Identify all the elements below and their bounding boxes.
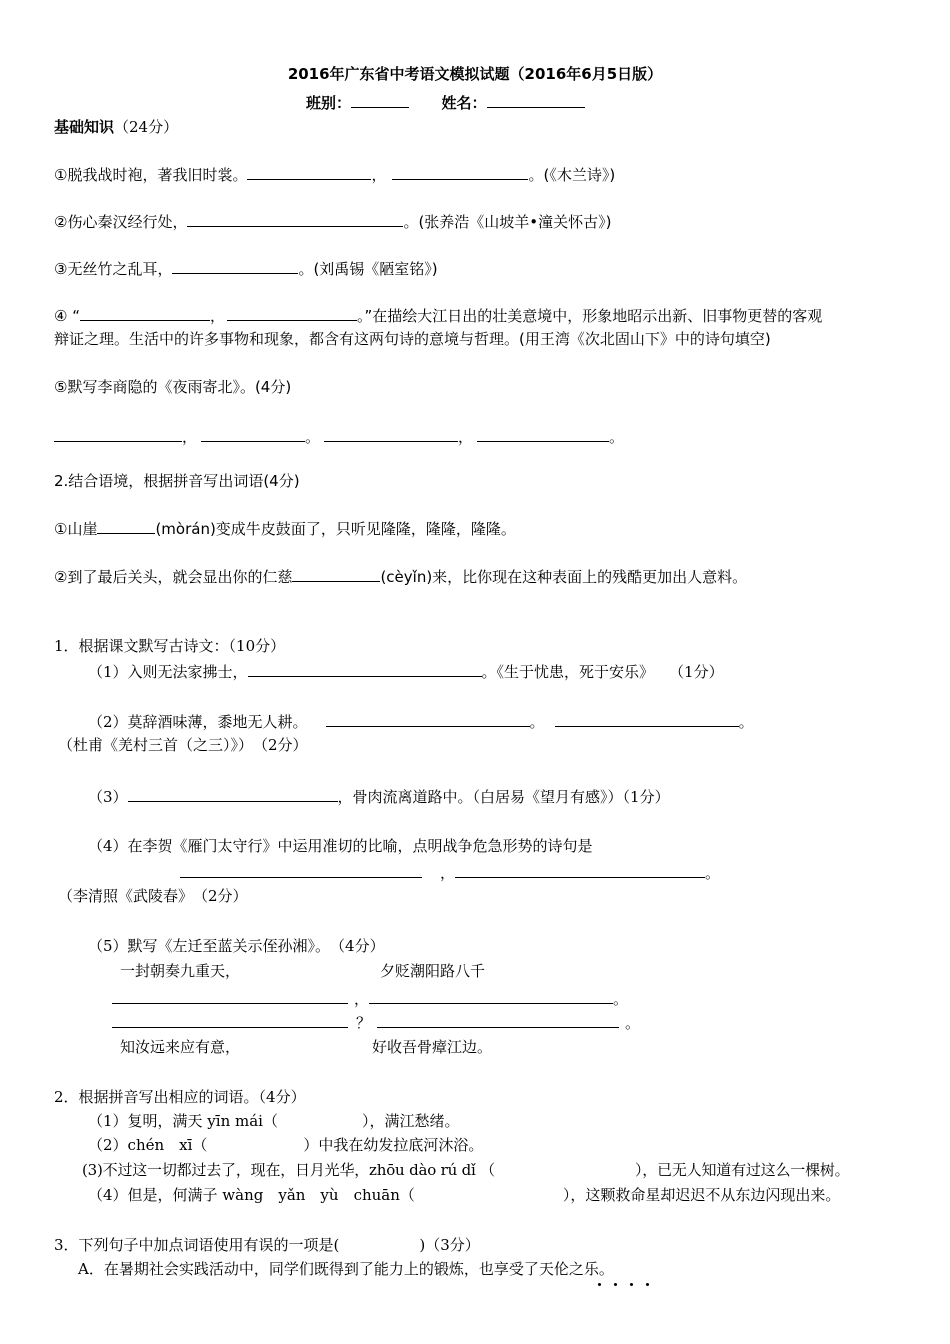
part5-option-a: A．在暑期社会实践活动中，同学们既得到了能力上的锻炼，也享受了天伦之乐。 xyxy=(78,1260,614,1278)
poem-line1b: 夕贬潮阳路八千 xyxy=(380,962,486,980)
blank[interactable] xyxy=(324,426,458,442)
class-blank[interactable] xyxy=(351,92,409,108)
p3-item1: （1）入则无法家拂士， 。《生于忧患，死于安乐》 （1分） xyxy=(88,663,724,681)
blank[interactable] xyxy=(80,305,210,321)
blank[interactable] xyxy=(201,426,305,442)
blank[interactable] xyxy=(477,426,609,442)
blank[interactable] xyxy=(377,1012,619,1028)
p3-item4-blanks: ， 。 xyxy=(180,862,720,883)
p4-item1: （1）复明，满天 yīn mái（ ），满江愁绪。 xyxy=(88,1112,460,1130)
part3-heading: 1．根据课文默写古诗文：（10分） xyxy=(54,637,286,655)
emphasis-dot xyxy=(598,1283,601,1286)
blank[interactable] xyxy=(128,786,338,802)
name-blank[interactable] xyxy=(487,92,585,108)
blank[interactable] xyxy=(112,1012,348,1028)
p4-item2: （2）chén xī（ ）中我在幼发拉底河沐浴。 xyxy=(88,1136,484,1154)
s1-q5: ⑤默写李商隐的《夜雨寄北》。(4分) xyxy=(54,378,292,396)
poem-line4b: 好收吾骨瘴江边。 xyxy=(372,1038,493,1056)
p3-item5: （5）默写《左迁至蓝关示侄孙湘》。 （4分） xyxy=(88,937,385,955)
poem-blanks2: ？ 。 xyxy=(112,1012,640,1033)
emphasis-dot xyxy=(646,1283,649,1286)
blank[interactable] xyxy=(392,164,528,180)
s1-q5-blanks: ， 。 ， 。 xyxy=(54,426,624,447)
section1-points: （24分） xyxy=(114,118,179,136)
page-title: 2016年广东省中考语文模拟试题（2016年6月5日版） xyxy=(287,65,663,83)
blank[interactable] xyxy=(187,211,403,227)
blank[interactable] xyxy=(326,711,530,727)
blank[interactable] xyxy=(180,862,422,878)
blank[interactable] xyxy=(455,862,705,878)
poem-line1a: 一封朝奏九重天， xyxy=(120,962,241,980)
p3-item2: （2）莫辞酒味薄，黍地无人耕。 。 。 xyxy=(88,713,754,731)
p3-item4: （4）在李贺《雁门太守行》中运用准切的比喻，点明战争危急形势的诗句是 xyxy=(88,837,593,855)
s1-q2: ②伤心秦汉经行处， 。(张养浩《山坡羊•潼关怀古》) xyxy=(54,213,612,231)
section1-heading xyxy=(54,117,178,137)
emphasis-dot xyxy=(614,1283,617,1286)
s1-q3: ③无丝竹之乱耳， 。(刘禹锡《陋室铭》) xyxy=(54,260,438,278)
s1-q4: ④ “ ， 。”在描绘大江日出的壮美意境中，形象地昭示出新、旧事物更替的客观 xyxy=(54,307,823,325)
poem-line4a: 知汝远来应有意， xyxy=(120,1038,241,1056)
blank[interactable] xyxy=(369,988,613,1004)
s1-q4-line2: 辩证之理。生活中的许多事物和现象，都含有这两句诗的意境与哲理。(用王湾《次北固山下》中的诗句填空) xyxy=(54,330,771,348)
emphasis-dot xyxy=(630,1283,633,1286)
p4-item3: (3)不过这一切都过去了，现在，日月光华，zhōu dào rú dǐ （ ），已无人知道有过这么一棵树。 xyxy=(82,1161,850,1179)
blank[interactable] xyxy=(97,518,155,534)
p4-item4: （4）但是，何满子 wàng yǎn yù chuān（ ），这颗救命星却迟迟不从东边闪现出来。 xyxy=(88,1186,841,1204)
p3-item4-line2: （李清照《武陵春》 （2分） xyxy=(58,887,248,905)
p3-item3: （3） ，骨肉流离道路中。（白居易《望月有感》）（1分） xyxy=(88,788,670,806)
blank[interactable] xyxy=(292,566,380,582)
blank[interactable] xyxy=(172,258,298,274)
section1-title: 基础知识 xyxy=(54,118,115,136)
blank[interactable] xyxy=(555,711,739,727)
poem-blanks1: ， 。 xyxy=(112,988,628,1009)
blank[interactable] xyxy=(247,164,371,180)
blank[interactable] xyxy=(227,305,357,321)
part4-heading: 2．根据拼音写出相应的词语。（4分） xyxy=(54,1088,306,1106)
class-label: 班别： xyxy=(306,94,352,112)
s1-q1: ①脱我战时袍，著我旧时裳。 ， 。(《木兰诗》) xyxy=(54,166,616,184)
blank[interactable] xyxy=(54,426,182,442)
part5-heading: 3．下列句子中加点词语使用有误的一项是( )（3分） xyxy=(54,1236,480,1254)
s2-q1: ①山崖 (mòrán)变成牛皮鼓面了，只听见隆隆，隆隆，隆隆。 xyxy=(54,520,516,538)
p3-item2-line2: （杜甫《羌村三首（之三）》） （2分） xyxy=(58,736,308,754)
name-label: 姓名： xyxy=(441,94,487,112)
section2-heading: 2.结合语境，根据拼音写出词语(4分) xyxy=(54,472,300,490)
blank[interactable] xyxy=(112,988,348,1004)
s2-q2: ②到了最后关头，就会显出你的仁慈 (cèyǐn)来，比你现在这种表面上的残酷更加出人意料。 xyxy=(54,568,748,586)
student-info xyxy=(306,92,585,113)
blank[interactable] xyxy=(248,661,482,677)
